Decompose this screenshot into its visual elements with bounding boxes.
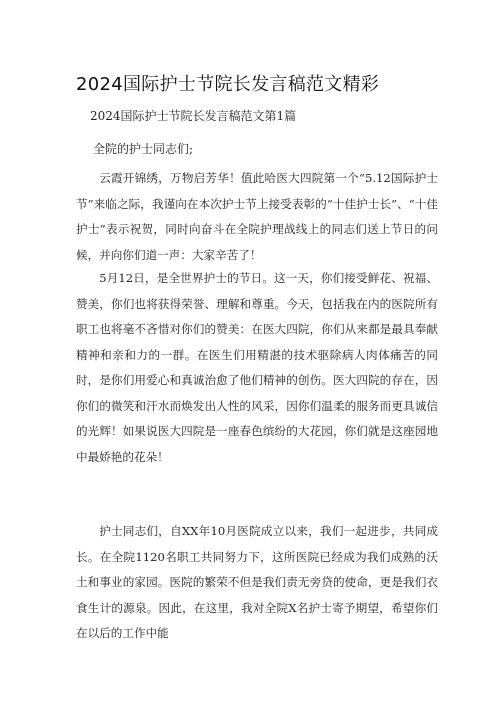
paragraph-3: 护士同志们，自XX年10月医院成立以来，我们一起进步，共同成长。在全院1120名职工共同努力下，这所医院已经成为我们成熟的沃土和事业的家园。医院的繁荣不但是我们责无旁贷的使命，更是我们衣食生计的源泉。因此，在这里，我对全院X名护士寄予期望，希望你们在以后的工作中能: [76, 524, 438, 640]
paragraph-2: 5月12日，是全世界护士的节日。这一天，你们接受鲜花、祝福、赞美，你们也将获得荣誉、理解和尊重。今天，包括我在内的医院所有职工也将毫不吝惜对你们的赞美：在医大四院，你们从来都是最具奉献精神和亲和力的一群。在医生们用精湛的技术驱除病人肉体痛苦的同时，是你们用爱心和真诚治愈了他们精神的创伤。医大四院的存在，因你们的微笑和汗水而焕发出人性的风采，因你们温柔的服务而更具诚信的光辉！如果说医大四院是一座春色缤纷的大花园，你们就是这座园地中最娇艳的花朵！: [76, 271, 438, 464]
paragraph-1: 云霞开锦绣，万物启芳华！值此哈医大四院第一个“5.12国际护士节”来临之际，我谨向在本次护士节上接受表彰的“十佳护士长”、“十佳护士”表示祝贺，同时向奋斗在全院护理战线上的同志们送上节日的问候，并向你们道一声：大家辛苦了！: [76, 171, 438, 262]
salutation: 全院的护士同志们;: [93, 142, 194, 156]
document-subtitle: 2024国际护士节院长发言稿范文第1篇: [90, 109, 297, 123]
document-title: 2024国际护士节院长发言稿范文精彩: [76, 74, 380, 95]
